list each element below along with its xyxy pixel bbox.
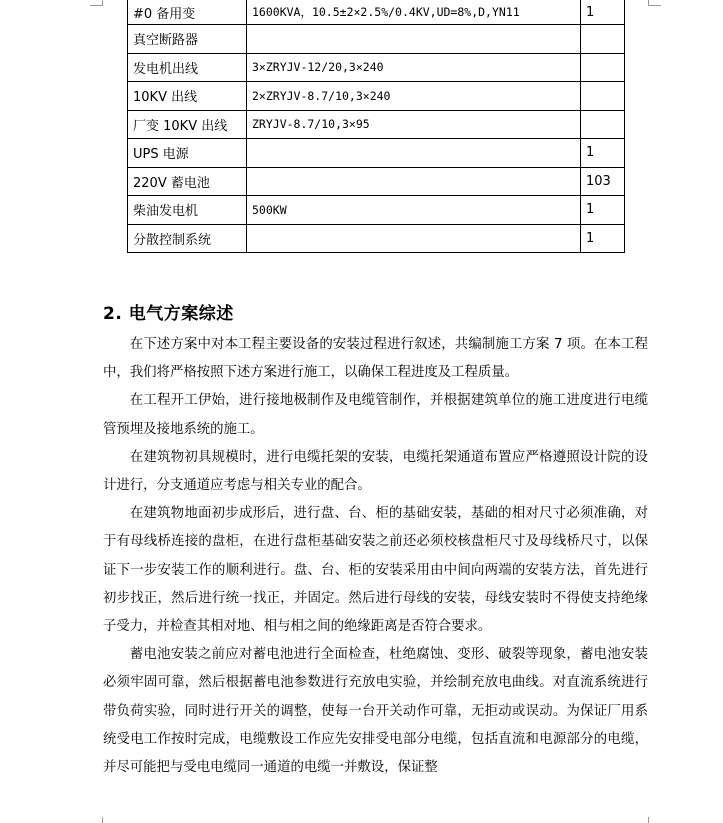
equipment-name-cell: 厂变 10KV 出线 — [128, 110, 247, 139]
table-row — [128, 53, 625, 82]
equipment-name-cell: 真空断路器 — [128, 25, 247, 54]
body-paragraph: 在下述方案中对本工程主要设备的安装过程进行叙述，共编制施工方案 7 项。在本工程中，我们将严格按照下述方案进行施工，以确保工程进度及工程质量。 — [103, 337, 648, 381]
section-body — [103, 331, 648, 782]
body-paragraph: 在建筑物地面初步成形后，进行盘、台、柜的基础安装，基础的相对尺寸必须准确，对于有母线桥连接的盘柜，在进行盘柜基础安装之前还必须校核盘柜尺寸及母线桥尺寸，以保证下一步安装工作的顺利进行。盘、台、柜的安装采用由中间向两端的安装方法，首先进行初步找正，然后进行统一找正，并固定。然后进行母线的安装，母线安装时不得使支持绝缘子受力，并检查其相对地、相与相之间的绝缘距离是否符合要求。 — [103, 506, 648, 635]
table-row — [128, 167, 625, 196]
section-heading: 2. 电气方案综述 — [103, 304, 234, 324]
equipment-name-cell: 发电机出线 — [128, 53, 247, 82]
crop-mark — [648, 817, 649, 823]
body-paragraph: 蓄电池安装之前应对蓄电池进行全面检查，杜绝腐蚀、变形、破裂等现象，蓄电池安装必须牢固可靠，然后根据蓄电池参数进行充放电实验，并绘制充放电曲线。对直流系统进行带负荷实验，同时进行开关的调整，使每一台开关动作可靠，无拒动或误动。为保证厂用系统受电工作按时完成，电缆敷设工作应先安排受电部分电缆，包括直流和电源部分的电缆，并尽可能把与受电电缆同一通道的电缆一并敷设，保证整 — [103, 647, 648, 776]
crop-mark — [90, 5, 103, 6]
table-row — [128, 196, 625, 225]
equipment-qty-cell: 1 — [581, 139, 625, 168]
equipment-spec-cell: ZRYJV-8.7/10,3×95 — [247, 110, 581, 139]
equipment-qty-cell: 1 — [581, 196, 625, 225]
table-row — [128, 0, 625, 25]
equipment-qty-cell — [581, 25, 625, 54]
equipment-table — [127, 0, 625, 253]
equipment-name-cell: 柴油发电机 — [128, 196, 247, 225]
crop-mark — [102, 817, 103, 823]
equipment-qty-cell: 1 — [581, 224, 625, 253]
crop-mark — [648, 5, 661, 6]
equipment-spec-cell — [247, 224, 581, 253]
equipment-spec-cell: 500KW — [247, 196, 581, 225]
table-row — [128, 82, 625, 111]
equipment-spec-cell — [247, 25, 581, 54]
equipment-qty-cell — [581, 82, 625, 111]
body-paragraph: 在建筑物初具规模时，进行电缆托架的安装，电缆托架通道布置应严格遵照设计院的设计进行，分支通道应考虑与相关专业的配合。 — [103, 449, 648, 494]
equipment-name-cell: UPS 电源 — [128, 139, 247, 168]
table-row — [128, 110, 625, 139]
table-row — [128, 25, 625, 54]
equipment-spec-cell — [247, 167, 581, 196]
equipment-name-cell: 10KV 出线 — [128, 82, 247, 111]
equipment-qty-cell: 1 — [581, 0, 625, 25]
equipment-name-cell: 220V 蓄电池 — [128, 167, 247, 196]
equipment-name-cell: #0 备用变 — [128, 0, 247, 25]
equipment-name-cell: 分散控制系统 — [128, 224, 247, 253]
equipment-qty-cell: 103 — [581, 167, 625, 196]
equipment-spec-cell — [247, 139, 581, 168]
equipment-qty-cell — [581, 110, 625, 139]
equipment-spec-cell: 1600KVA，10.5±2×2.5%/0.4KV,UD=8%,D,YN11 — [247, 0, 581, 25]
table-row — [128, 224, 625, 253]
equipment-spec-cell: 2×ZRYJV-8.7/10,3×240 — [247, 82, 581, 111]
equipment-qty-cell — [581, 53, 625, 82]
table-row — [128, 139, 625, 168]
body-paragraph: 在工程开工伊始，进行接地极制作及电缆管制作，并根据建筑单位的施工进度进行电缆管预埋及接地系统的施工。 — [103, 393, 648, 437]
equipment-spec-cell: 3×ZRYJV-12/20,3×240 — [247, 53, 581, 82]
